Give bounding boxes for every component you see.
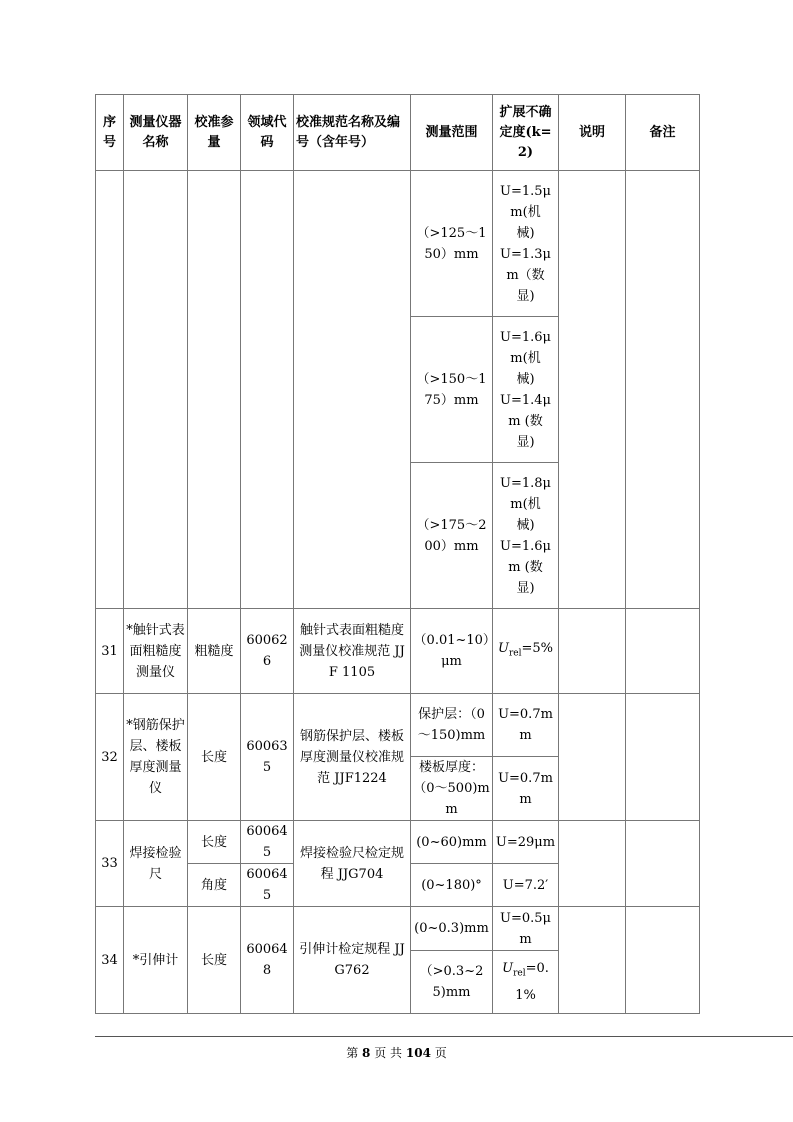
code-cell: 600626 — [241, 609, 294, 694]
range-cell: (0~0.3)mm — [411, 907, 493, 951]
uncertainty-cell: U=0.5μm — [493, 907, 559, 951]
header-remark: 备注 — [626, 95, 700, 171]
code-cell — [241, 171, 294, 609]
param-cell: 长度 — [188, 821, 241, 864]
spec-cell — [294, 171, 411, 609]
header-instrument: 测量仪器名称 — [124, 95, 188, 171]
note-cell — [559, 821, 626, 907]
header-field-code: 领域代码 — [241, 95, 294, 171]
remark-cell — [626, 694, 700, 821]
uncertainty-cell: U=1.8μ m(机 械) U=1.6μ m (数 显) — [493, 463, 559, 609]
header-seq: 序号 — [96, 95, 124, 171]
uncertainty-cell: U=0.7mm — [493, 757, 559, 821]
instrument-cell — [124, 171, 188, 609]
instrument-cell: *钢筋保护层、楼板厚度测量仪 — [124, 694, 188, 821]
range-cell: （0.01~10）μm — [411, 609, 493, 694]
note-cell — [559, 694, 626, 821]
code-cell: 600645 — [241, 821, 294, 864]
range-cell: (0~60)mm — [411, 821, 493, 864]
seq-cell — [96, 171, 124, 609]
table-row — [96, 171, 700, 317]
range-cell: （>175～200）mm — [411, 463, 493, 609]
table-row — [96, 694, 700, 757]
seq-cell: 33 — [96, 821, 124, 907]
param-cell: 角度 — [188, 864, 241, 907]
seq-cell: 32 — [96, 694, 124, 821]
range-cell: （>150～175）mm — [411, 317, 493, 463]
uncertainty-cell: $U_{rel}=5\%$ — [493, 609, 559, 694]
page-number: 8 — [362, 1046, 371, 1060]
header-range: 测量范围 — [411, 95, 493, 171]
range-cell: （>125～150）mm — [411, 171, 493, 317]
note-cell — [559, 609, 626, 694]
table-row — [96, 907, 700, 951]
range-cell: 楼板厚度：（0～500)mm — [411, 757, 493, 821]
remark-cell — [626, 609, 700, 694]
header-spec: 校准规范名称及编号（含年号） — [294, 95, 411, 171]
footer-divider — [95, 1036, 793, 1037]
param-cell: 粗糙度 — [188, 609, 241, 694]
remark-cell — [626, 821, 700, 907]
header-note: 说明 — [559, 95, 626, 171]
seq-cell: 31 — [96, 609, 124, 694]
uncertainty-cell: U=0.7mm — [493, 694, 559, 757]
instrument-cell: *引伸计 — [124, 907, 188, 1014]
range-cell: （>0.3~25)mm — [411, 951, 493, 1014]
header-param: 校准参量 — [188, 95, 241, 171]
note-cell — [559, 907, 626, 1014]
remark-cell — [626, 907, 700, 1014]
instrument-cell: *触针式表面粗糙度测量仪 — [124, 609, 188, 694]
param-cell: 长度 — [188, 907, 241, 1014]
code-cell: 600645 — [241, 864, 294, 907]
table-row — [96, 609, 700, 694]
calibration-table — [95, 94, 700, 1014]
seq-cell: 34 — [96, 907, 124, 1014]
spec-cell: 钢筋保护层、楼板厚度测量仪校准规范 JJF1224 — [294, 694, 411, 821]
spec-cell: 引伸计检定规程 JJG762 — [294, 907, 411, 1014]
uncertainty-cell: $U_{rel}=0.1\%$ — [493, 951, 559, 1014]
param-cell — [188, 171, 241, 609]
page-footer: 第 8 页 共 104 页 — [346, 1046, 447, 1060]
range-cell: (0~180)° — [411, 864, 493, 907]
total-pages: 104 — [405, 1046, 431, 1060]
range-cell: 保护层：（0～150)mm — [411, 694, 493, 757]
table-row — [96, 821, 700, 864]
code-cell: 600648 — [241, 907, 294, 1014]
remark-cell — [626, 171, 700, 609]
uncertainty-cell: U=29μm — [493, 821, 559, 864]
code-cell: 600635 — [241, 694, 294, 821]
uncertainty-cell: U=1.5μ m(机 械) U=1.3μ m（数 显) — [493, 171, 559, 317]
spec-cell: 焊接检验尺检定规程 JJG704 — [294, 821, 411, 907]
spec-cell: 触针式表面粗糙度测量仪校准规范 JJF 1105 — [294, 609, 411, 694]
note-cell — [559, 171, 626, 609]
param-cell: 长度 — [188, 694, 241, 821]
instrument-cell: 焊接检验尺 — [124, 821, 188, 907]
uncertainty-cell: U=1.6μ m(机 械) U=1.4μ m (数 显) — [493, 317, 559, 463]
uncertainty-cell: U=7.2′ — [493, 864, 559, 907]
header-row — [96, 95, 700, 171]
header-uncertainty: 扩展不确定度(k=2) — [493, 95, 559, 171]
